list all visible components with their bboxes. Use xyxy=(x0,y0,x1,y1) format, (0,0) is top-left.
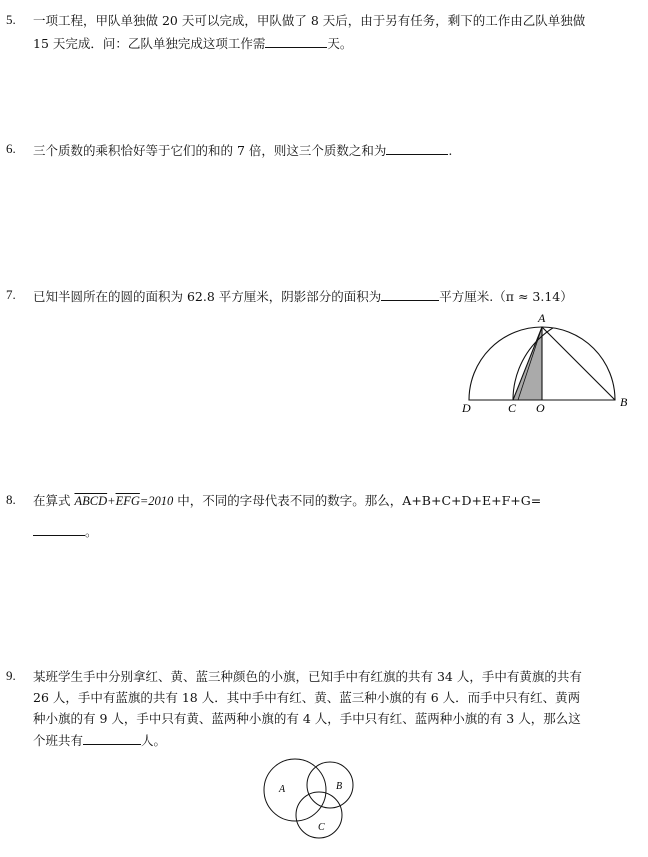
answer-blank-7[interactable] xyxy=(381,287,439,301)
answer-blank-9[interactable] xyxy=(83,731,141,745)
question-9-line-1 xyxy=(33,668,582,686)
question-9-number: 9. xyxy=(6,668,16,683)
question-5-unit: 天。 xyxy=(327,36,353,51)
answer-blank-5[interactable] xyxy=(265,34,327,48)
plus-sign: + xyxy=(107,494,116,508)
question-5-line-1 xyxy=(33,12,585,30)
label-b: B xyxy=(620,395,628,409)
question-9-text-4: 个班共有 xyxy=(33,733,84,748)
equals-2010: =2010 xyxy=(139,494,174,508)
venn-label-b: B xyxy=(336,781,343,792)
question-9-unit: 人。 xyxy=(141,733,167,748)
question-9-text-1: 某班学生手中分别拿红、黄、蓝三种颜色的小旗，已知手中有红旗的共有 34 人，手中有黄旗的共有 xyxy=(33,669,582,684)
question-6-period: . xyxy=(448,143,453,158)
venn-circle-a xyxy=(264,759,326,821)
chord-ab xyxy=(542,327,615,400)
question-9-line-2 xyxy=(33,689,580,707)
question-9-line-4 xyxy=(33,731,166,750)
number-efg: $\overline{EFG}$ xyxy=(115,494,140,508)
answer-blank-6[interactable] xyxy=(386,141,448,155)
question-7-line-1 xyxy=(33,287,573,306)
label-c: C xyxy=(508,401,517,415)
question-5-text-2: 15 天完成．问：乙队单独完成这项工作需 xyxy=(33,36,266,51)
number-abcd: ABCD xyxy=(74,494,108,508)
question-6-number: 6. xyxy=(6,141,16,156)
question-8-text: 在算式 xyxy=(33,493,75,508)
question-7-number: 7. xyxy=(6,287,16,302)
question-8-number: 8. xyxy=(6,492,16,507)
question-5-text-1: 一项工程，甲队单独做 20 天可以完成，甲队做了 8 天后，由于另有任务，剩下的工作由乙队单独做 xyxy=(33,13,586,28)
label-o: O xyxy=(536,401,545,415)
question-9-line-3 xyxy=(33,710,581,728)
question-6-text: 三个质数的乘积恰好等于它们的和的 7 倍，则这三个质数之和为 xyxy=(33,143,387,158)
question-9-text-2: 26 人，手中有蓝旗的共有 18 人．其中手中有红、黄、蓝三种小旗的有 6 人．而手中只有红、黄两 xyxy=(33,690,581,705)
question-6-line-1 xyxy=(33,141,452,160)
venn-diagram xyxy=(258,755,358,843)
answer-blank-8[interactable] xyxy=(33,522,85,536)
question-8-text-2: 中，不同的字母代表不同的数字。那么，A+B+C+D+E+F+G= xyxy=(173,493,542,508)
question-8-period: 。 xyxy=(85,524,98,539)
question-8-line-1 xyxy=(33,492,541,510)
question-7-unit: 平方厘米.（π ≈ 3.14） xyxy=(439,289,573,304)
question-7-text: 已知半圆所在的圆的面积为 62.8 平方厘米，阴影部分的面积为 xyxy=(33,289,382,304)
question-8-line-2 xyxy=(33,522,98,541)
semicircle-figure xyxy=(456,308,636,420)
question-9-text-3: 种小旗的有 9 人，手中只有黄、蓝两种小旗的有 4 人，手中只有红、蓝两种小旗的有 3 人，那么这 xyxy=(33,711,581,726)
venn-label-c: C xyxy=(318,822,325,833)
label-d: D xyxy=(462,401,471,415)
label-a: A xyxy=(538,311,546,325)
question-5-number: 5. xyxy=(6,12,16,27)
venn-circle-b xyxy=(307,762,353,808)
question-5-line-2 xyxy=(33,34,352,53)
venn-label-a: A xyxy=(279,784,286,795)
